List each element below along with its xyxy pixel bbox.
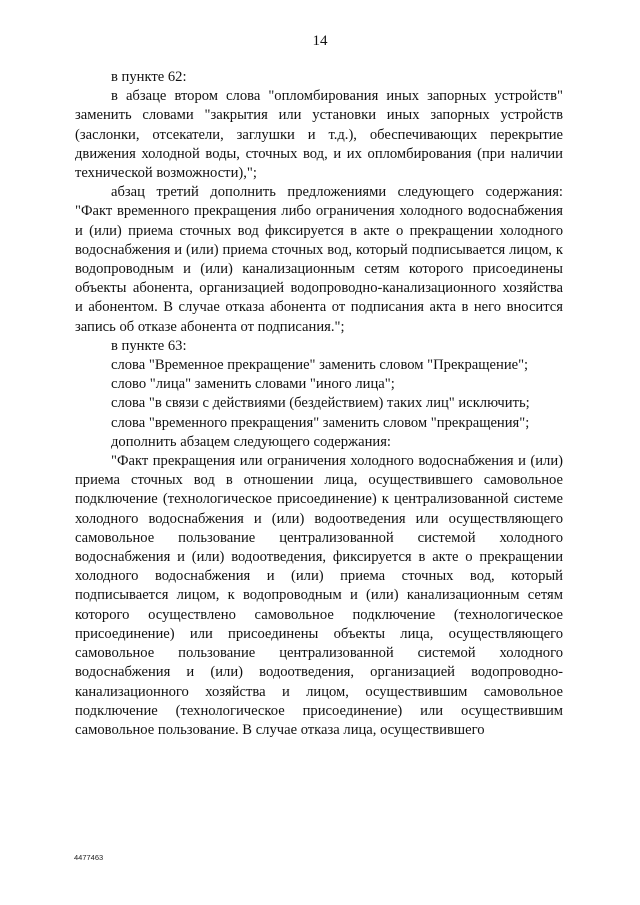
paragraph: в абзаце втором слова "опломбирования иных запорных устройств" заменить словами "закрытия или установки иных запорных устройств (заслонки, отсекатели, заглушки и т.д.), обеспечивающих перекрытие движения холодной воды, сточных вод, и их опломбирования (при наличии технической возможности),"; — [75, 88, 563, 182]
paragraph: слова "в связи с действиями (бездействием) таких лиц" исключить; — [111, 395, 530, 412]
paragraph: слова "временного прекращения" заменить словом "прекращения"; — [111, 414, 530, 431]
paragraph: в пункте 62: — [111, 69, 187, 85]
paragraph: слова "Временное прекращение" заменить словом "Прекращение"; — [111, 357, 529, 374]
document-code: 4477463 — [74, 853, 104, 862]
paragraph: в пункте 63: — [111, 337, 187, 354]
paragraph: абзац третий дополнить предложениями следующего содержания: "Факт временного прекращения либо ограничения холодного водоснабжения и (или) приема сточных вод фиксируется в акте о прекращении холодного водоснабжения и (или) приема сточных вод, который подписывается лицом, к водопроводным и (или) канализационным сетям которого присоединены объекты абонента, организацией водопроводно-канализационного хозяйства и абонентом. В случае отказа абонента от подписания акта в него вносится запись об отказе абонента от подписания."; — [75, 184, 563, 335]
document-body — [75, 68, 563, 740]
page-number: 14 — [312, 33, 328, 49]
paragraph: слово "лица" заменить словами "иного лица"; — [111, 376, 395, 393]
paragraph: дополнить абзацем следующего содержания: — [111, 433, 391, 450]
paragraph: "Факт прекращения или ограничения холодного водоснабжения и (или) приема сточных вод в отношении лица, осуществившего самовольное подключение (технологическое присоединение) к централизованной системе холодного водоснабжения и (или) водоотведения или осуществляющего самовольное пользование централизованной системой холодного водоснабжения и (или) водоотведения, фиксируется в акте о прекращении холодного водоснабжения и (или) приема сточных вод, который подписывается лицом, к водопроводным и (или) канализационным сетям которого осуществлено самовольное подключение (технологическое присоединение) или присоединены объекты лица, осуществляющего самовольное пользование централизованной системой холодного водоснабжения и (или) водоотведения, организацией водопроводно-канализационного хозяйства и лицом, осуществившим самовольное подключение (технологическое присоединение) или осуществившим самовольное пользование. В случае отказа лица, осуществившего — [75, 453, 563, 738]
